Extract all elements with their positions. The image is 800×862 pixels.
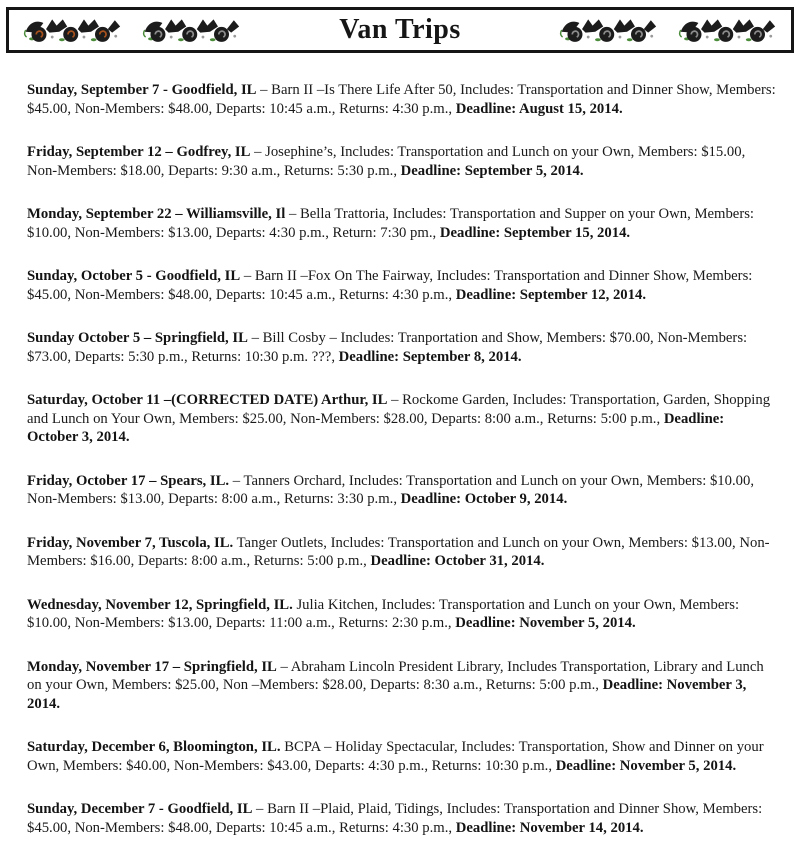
trip-deadline: Deadline: September 12, 2014. — [455, 286, 646, 303]
trip-list — [0, 53, 800, 837]
trip-lead: Friday, October 17 – Spears, IL. — [27, 472, 230, 489]
trip-lead: Sunday, December 7 - Goodfield, IL — [27, 801, 253, 817]
trip-entry — [27, 800, 778, 837]
trip-entry — [27, 596, 778, 633]
ornament-group-right — [559, 15, 777, 45]
trip-deadline: Deadline: October 3, 2014. — [27, 410, 725, 445]
trip-details: Julia Kitchen, Includes: Transportation and Lunch on your Own, Members: $10.00, Non-Members: $13.00, Departs: 11:00 a.m., Returns: 2:30 p.m., — [27, 596, 740, 631]
trip-details: – Josephine’s, Includes: Transportation and Lunch on your Own, Members: $15.00, Non-Members: $18.00, Departs: 9:30 a.m., Returns: 5:30 p.m., — [27, 144, 746, 179]
trip-details: – Barn II –Plaid, Plaid, Tidings, Includes: Transportation and Dinner Show, Members: $45.00, Non-Members: $48.00, Departs: 10:45 a.m., Returns: 4:30 p.m., — [27, 801, 763, 836]
trip-lead: Sunday, October 5 - Goodfield, IL — [27, 268, 241, 284]
trip-details: – Bella Trattoria, Includes: Transportation and Supper on your Own, Members: $10.00, Non-Members: $13.00, Departs: 4:30 p.m., Return: 7:30 pm., — [27, 206, 755, 241]
trip-entry — [27, 143, 778, 180]
rose-garland-icon — [142, 15, 241, 45]
trip-entry — [27, 81, 778, 118]
page-header — [6, 7, 794, 53]
trip-details: Tanger Outlets, Includes: Transportation and Lunch on your Own, Members: $13.00, Non-Members: $16.00, Departs: 8:00 a.m., Returns: 5:00 p.m., — [27, 534, 770, 569]
trip-deadline: Deadline: September 8, 2014. — [338, 348, 522, 365]
trip-entry — [27, 534, 778, 571]
trip-lead: Monday, November 17 – Springfield, IL — [27, 658, 277, 675]
rose-garland-icon — [559, 15, 658, 45]
trip-lead: Sunday October 5 – Springfield, IL — [27, 330, 248, 346]
trip-entry — [27, 205, 778, 242]
trip-entry — [27, 391, 778, 447]
trip-lead: Saturday, October 11 –(CORRECTED DATE) Arthur, IL — [27, 392, 388, 408]
ornament-group-left — [23, 15, 241, 45]
trip-deadline: Deadline: August 15, 2014. — [455, 100, 623, 117]
trip-deadline: Deadline: September 15, 2014. — [439, 224, 631, 241]
trip-deadline: Deadline: November 5, 2014. — [455, 615, 636, 631]
trip-details: – Abraham Lincoln President Library, Includes Transportation, Library and Lunch on your Own, Members: $25.00, Non –Members: $28.00, Departs: 8:30 a.m., Returns: 5:00 p.m., — [27, 658, 764, 693]
trip-deadline: Deadline: November 5, 2014. — [555, 757, 737, 774]
trip-entry — [27, 738, 778, 775]
trip-deadline: Deadline: November 3, 2014. — [27, 677, 747, 712]
trip-lead: Sunday, September 7 - Goodfield, IL — [27, 82, 257, 98]
trip-entry — [27, 658, 778, 714]
trip-lead: Monday, September 22 – Williamsville, Il — [27, 206, 286, 222]
trip-deadline: Deadline: October 31, 2014. — [370, 553, 545, 569]
rose-garland-icon — [678, 15, 777, 45]
rose-garland-icon — [23, 15, 122, 45]
trip-details: – Barn II –Is There Life After 50, Includes: Transportation and Dinner Show, Members: $45.00, Non-Members: $48.00, Departs: 10:45 a.m., Returns: 4:30 p.m., — [27, 82, 776, 117]
trip-deadline: Deadline: November 14, 2014. — [455, 819, 644, 836]
trip-details: – Barn II –Fox On The Fairway, Includes: Transportation and Dinner Show, Members: $45.00, Non-Members: $48.00, Departs: 10:45 a.m., Returns: 4:30 p.m., — [27, 268, 753, 303]
trip-entry — [27, 329, 778, 366]
trip-deadline: Deadline: September 5, 2014. — [400, 162, 584, 179]
trip-entry — [27, 267, 778, 304]
trip-details: BCPA – Holiday Spectacular, Includes: Transportation, Show and Dinner on your Own, Members: $40.00, Non-Members: $43.00, Departs: 4:30 p.m., Returns: 10:30 p.m., — [27, 739, 764, 774]
page-title: Van Trips — [339, 14, 461, 45]
trip-lead: Wednesday, November 12, Springfield, IL. — [27, 596, 293, 613]
trip-lead: Friday, September 12 – Godfrey, IL — [27, 144, 251, 160]
trip-lead: Saturday, December 6, Bloomington, IL. — [27, 739, 281, 755]
trip-details: – Tanners Orchard, Includes: Transportation and Lunch on your Own, Members: $10.00, Non-Members: $13.00, Departs: 8:00 a.m., Returns: 3:30 p.m., — [27, 472, 755, 507]
trip-entry — [27, 472, 778, 509]
trip-deadline: Deadline: October 9, 2014. — [400, 491, 568, 507]
trip-lead: Friday, November 7, Tuscola, IL. — [27, 534, 234, 551]
trip-details: – Rockome Garden, Includes: Transportation, Garden, Shopping and Lunch on Your Own, Members: $25.00, Non-Members: $28.00, Departs: 8:00 a.m., Returns: 5:00 p.m., — [27, 392, 771, 427]
trip-details: – Bill Cosby – Includes: Tranportation and Show, Members: $70.00, Non-Members: $73.00, Departs: 5:30 p.m., Returns: 10:30 p.m. ???, — [27, 330, 748, 365]
